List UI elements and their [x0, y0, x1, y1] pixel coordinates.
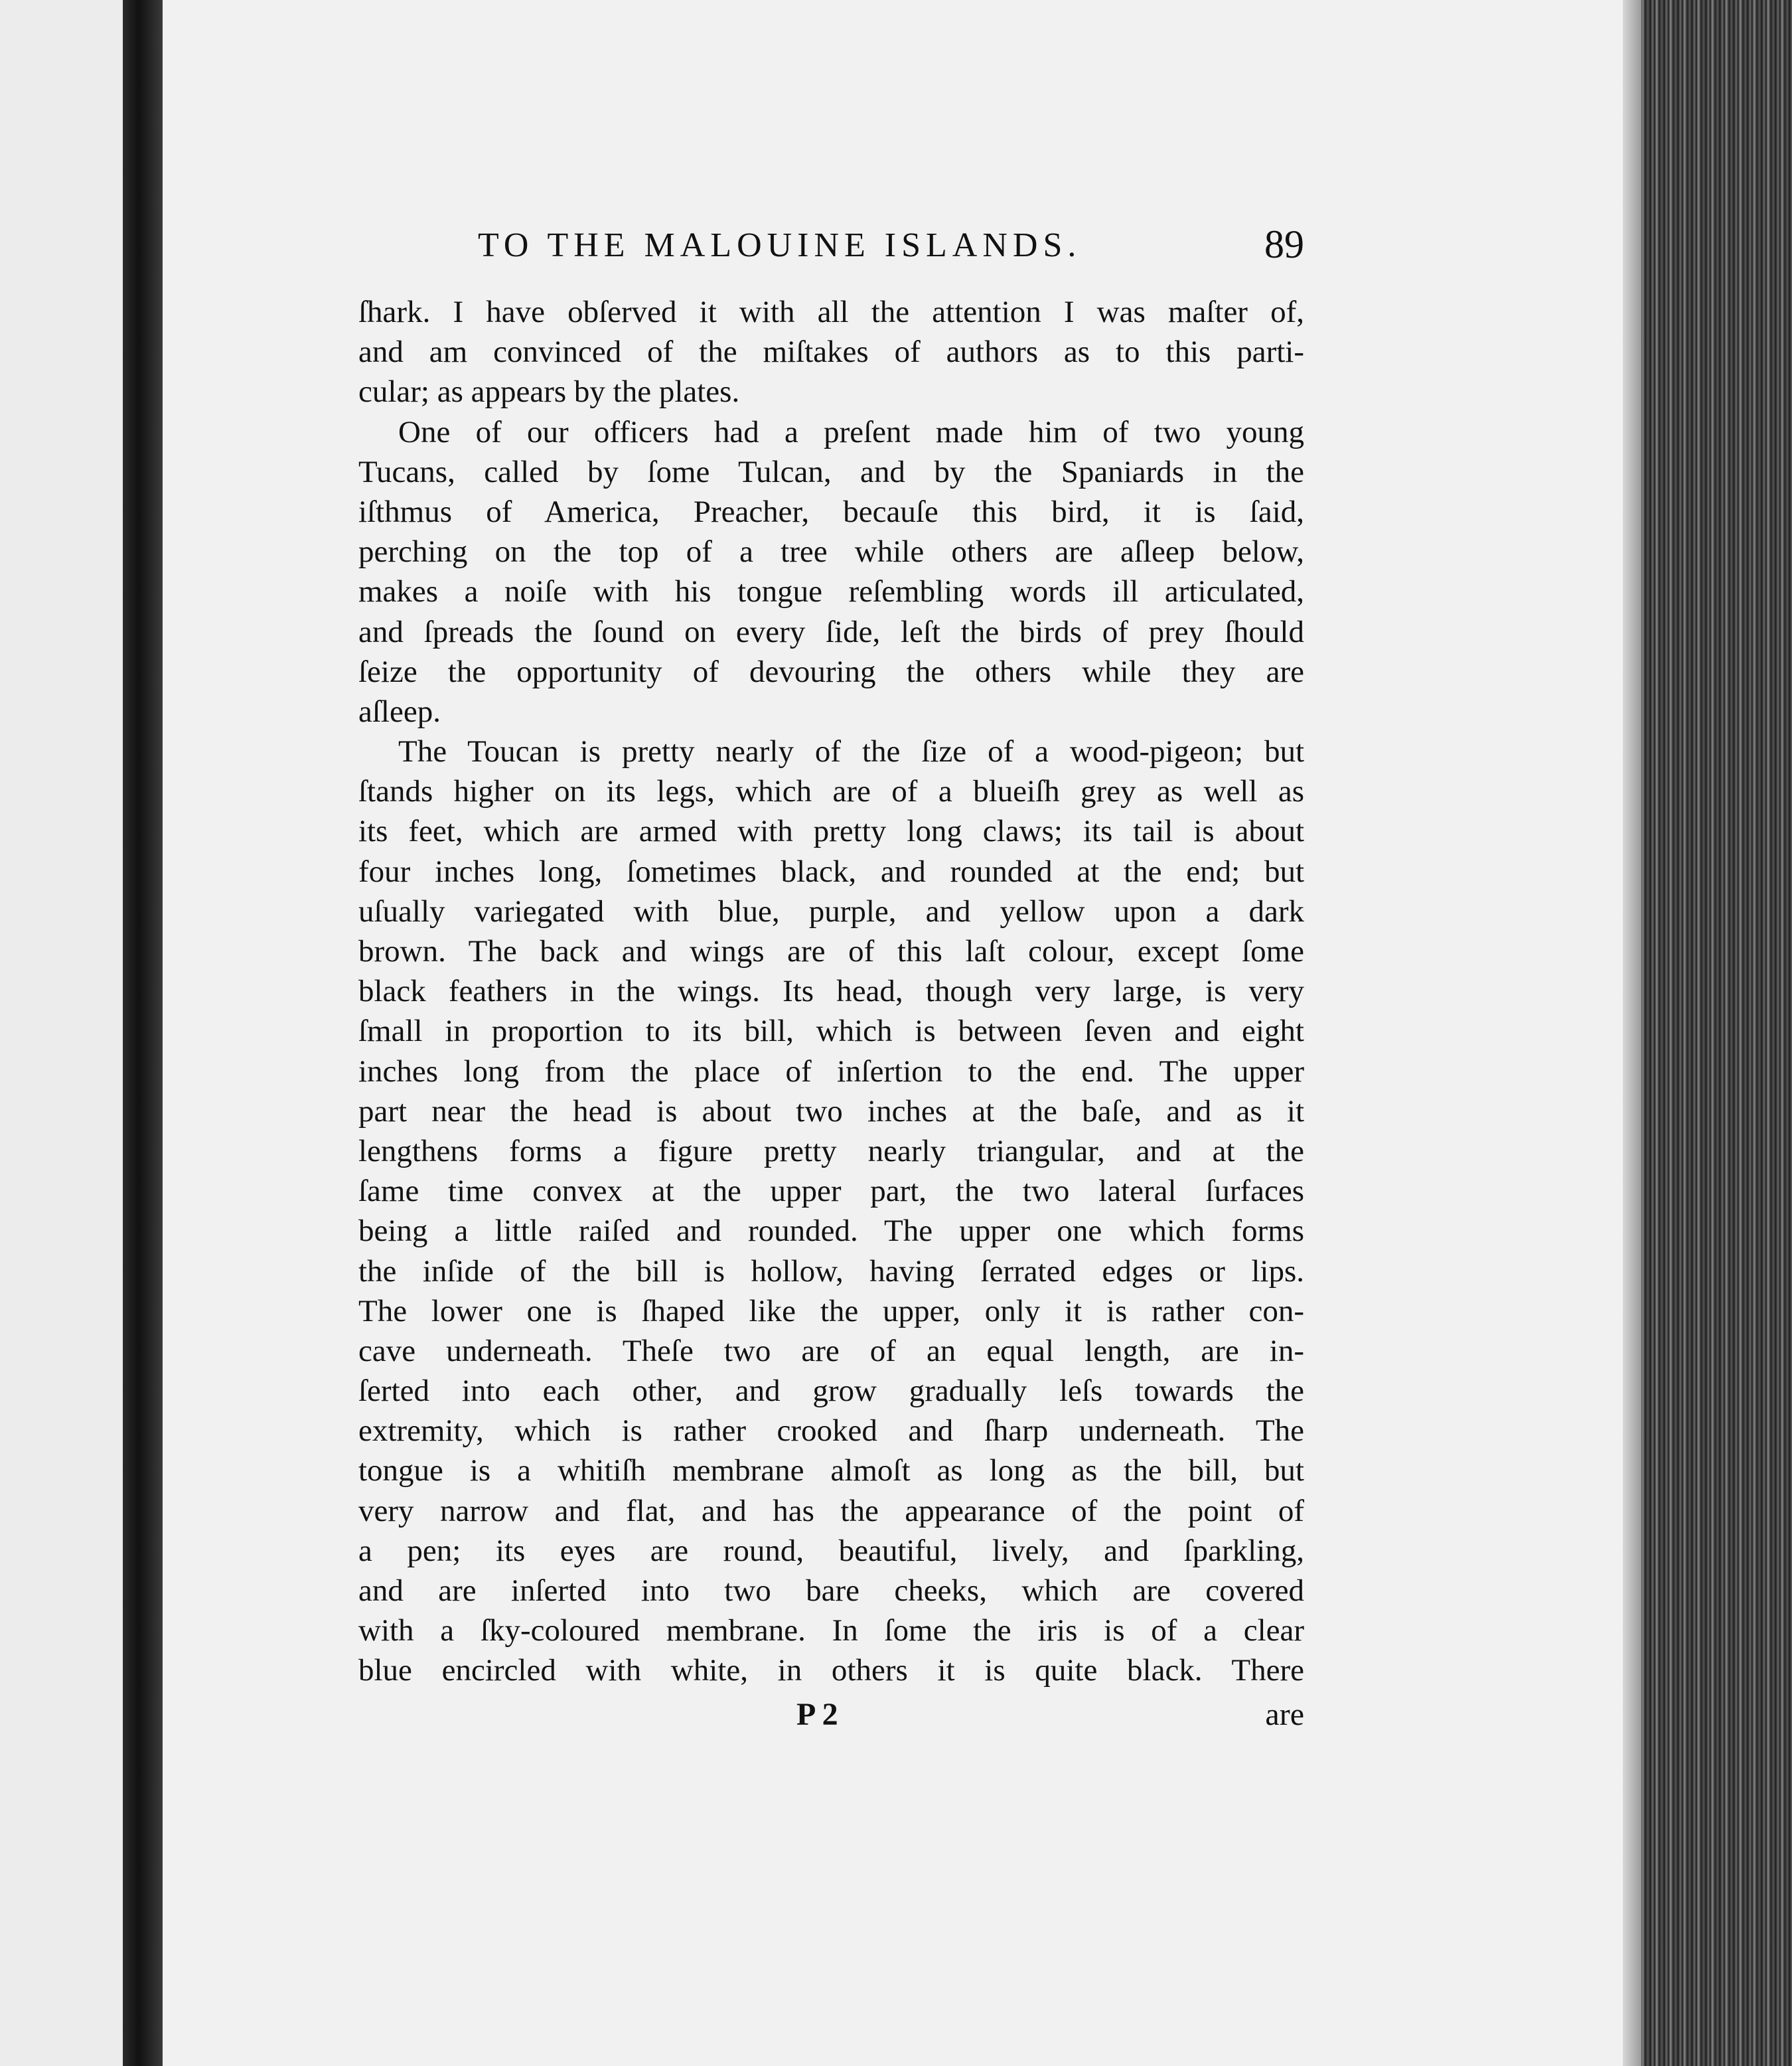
text-line: cave underneath. Theſe two are of an equal length, are in-: [358, 1333, 1304, 1368]
text-line: a pen; its eyes are round, beautiful, lively, and ſparkling,: [358, 1533, 1304, 1568]
book-gutter: [123, 0, 163, 2066]
page-number: 89: [1264, 222, 1304, 266]
text-line: One of our officers had a preſent made him of two young: [398, 414, 1304, 449]
text-line: blue encircled with white, in others it is quite black. There: [358, 1653, 1304, 1688]
text-line: tongue is a whitiſh membrane almoſt as long as the bill, but: [358, 1453, 1304, 1488]
text-line: uſually variegated with blue, purple, and yellow upon a dark: [358, 894, 1304, 929]
text-line: extremity, which is rather crooked and ſharp underneath. The: [358, 1413, 1304, 1449]
text-line: its feet, which are armed with pretty long claws; its tail is about: [358, 814, 1304, 849]
text-line: brown. The back and wings are of this laſt colour, except ſome: [358, 934, 1304, 969]
text-line: the inſide of the bill is hollow, having ſerrated edges or lips.: [358, 1253, 1304, 1289]
catchword: are: [1265, 1697, 1304, 1732]
text-line: ſmall in proportion to its bill, which is between ſeven and eight: [358, 1014, 1304, 1049]
running-head-title: TO THE MALOUINE ISLANDS.: [478, 226, 1082, 264]
text-line: makes a noiſe with his tongue reſembling words ill articulated,: [358, 574, 1304, 609]
text-line: and are inſerted into two bare cheeks, which are covered: [358, 1573, 1304, 1608]
text-line: part near the head is about two inches at the baſe, and as it: [358, 1093, 1304, 1129]
text-line: cular; as appears by the plates.: [358, 374, 740, 410]
page-block-edge: [1623, 0, 1792, 2066]
text-line: perching on the top of a tree while others are aſleep below,: [358, 534, 1304, 570]
text-line: four inches long, ſometimes black, and rounded at the end; but: [358, 854, 1304, 889]
body-text: [358, 292, 1304, 1691]
text-line: lengthens forms a figure pretty nearly triangular, and at the: [358, 1133, 1304, 1168]
running-head: [478, 219, 1304, 279]
text-line: black feathers in the wings. Its head, though very large, is very: [358, 974, 1304, 1009]
text-line: The Toucan is pretty nearly of the ſize of a wood-pigeon; but: [398, 734, 1304, 769]
text-line: The lower one is ſhaped like the upper, only it is rather con-: [358, 1293, 1304, 1328]
facing-page-edge: [0, 0, 123, 2066]
text-line: and ſpreads the ſound on every ſide, leſt the birds of prey ſhould: [358, 614, 1304, 649]
text-line: ſerted into each other, and grow gradually leſs towards the: [358, 1374, 1304, 1409]
text-line: Tucans, called by ſome Tulcan, and by the Spaniards in the: [358, 454, 1304, 489]
text-line: aſleep.: [358, 694, 441, 729]
text-line: and am convinced of the miſtakes of authors as to this parti-: [358, 335, 1304, 370]
text-line: ſeize the opportunity of devouring the others while they are: [358, 654, 1304, 689]
text-line: ſame time convex at the upper part, the two lateral ſurfaces: [358, 1174, 1304, 1209]
text-line: inches long from the place of inſertion to the end. The upper: [358, 1054, 1304, 1089]
text-line: with a ſky-coloured membrane. In ſome the iris is of a clear: [358, 1613, 1304, 1648]
text-line: ſhark. I have obſerved it with all the attention I was maſter of,: [358, 295, 1304, 329]
signature-mark: P 2: [796, 1697, 838, 1732]
page-footer: [358, 1696, 1304, 1743]
text-line: iſthmus of America, Preacher, becauſe this bird, it is ſaid,: [358, 494, 1304, 529]
text-line: very narrow and flat, and has the appearance of the point of: [358, 1493, 1304, 1528]
text-line: ſtands higher on its legs, which are of a blueiſh grey as well as: [358, 774, 1304, 809]
text-line: being a little raiſed and rounded. The upper one which forms: [358, 1214, 1304, 1249]
